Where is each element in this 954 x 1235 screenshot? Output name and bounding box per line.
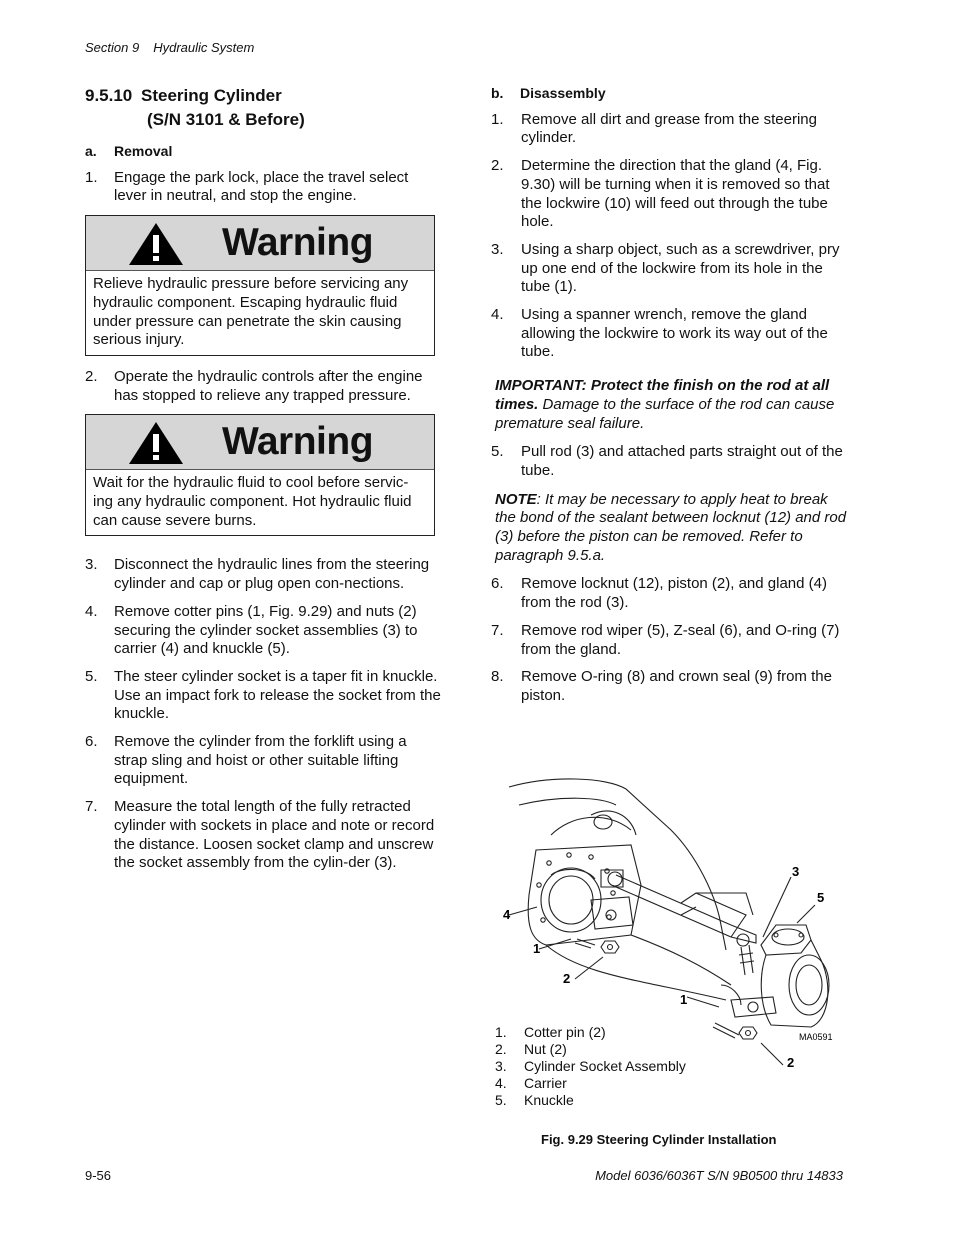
disassembly-heading: b. Disassembly [491,85,606,101]
callout-2: 2 [787,1055,795,1070]
disassembly-step: 3. Using a sharp object, such as a screwdriver, pry up one end of the lockwire from its hole in the tube (1). [491,240,840,296]
disassembly-step: 1. Remove all dirt and grease from the steering cylinder. [491,110,817,147]
important-notice [495,377,851,433]
right-column [491,84,851,715]
legend-item: 2. Nut (2) [495,1041,567,1057]
disassembly-step: 6. Remove locknut (12), piston (2), and gland (4) from the rod (3). [491,575,827,612]
important-label: IMPORTANT: Protect the finish on the rod at all times. [495,377,830,413]
warning-text: Wait for the hydraulic fluid to cool before servic-ing any hydraulic component. Hot hydraulic fluid can cause severe burns. [93,474,412,529]
model-info: Model 6036/6036T S/N 9B0500 thru 14833 [595,1168,843,1183]
removal-step: 5. The steer cylinder socket is a taper fit in knuckle. Use an impact fork to release the socket from the knuckle. [85,667,441,723]
warning-label: Warning [222,221,374,265]
header-section: Section 9 [85,40,140,55]
legend-item: 4. Carrier [495,1075,567,1091]
section-title [85,84,441,132]
page-number: 9-56 [85,1168,112,1183]
removal-step: 4. Remove cotter pins (1, Fig. 9.29) and nuts (2) securing the cylinder socket assemblies (3) to carrier (4) and knuckle (5). [85,602,418,658]
running-header [85,40,254,55]
callout-2: 2 [563,971,571,986]
callout-4: 4 [503,907,511,922]
left-column [85,84,441,882]
disassembly-step: 2. Determine the direction that the gland (4, Fig. 9.30) will be turning when it is removed so that the lockwire (10) will feed out through the tube hole. [491,157,830,231]
figure-legend [495,1024,686,1109]
note-label: NOTE [495,490,537,508]
callout-1: 1 [533,941,541,956]
warning-box [85,414,435,536]
callout-1: 1 [680,992,688,1007]
legend-item: 1. Cotter pin (2) [495,1024,606,1040]
removal-step: 2. Operate the hydraulic controls after the engine has stopped to relieve any trapped pressure. [85,367,423,404]
callout-3: 3 [792,864,800,879]
header-system: Hydraulic System [153,40,255,55]
important-text: Damage to the surface of the rod can cause premature seal failure. [495,395,835,432]
warning-triangle-icon [128,222,184,266]
warning-text: Relieve hydraulic pressure before servicing any hydraulic component. Escaping hydraulic fluid under pressure can penetrate the skin causing serious injury. [93,275,409,349]
warning-box [85,215,435,356]
warning-triangle-icon [128,421,184,465]
warning-banner [86,415,434,470]
disassembly-step: 7. Remove rod wiper (5), Z-seal (6), and O-ring (7) from the gland. [491,621,840,658]
note-text: : It may be necessary to apply heat to break the bond of the sealant between locknut (12) and rod (3) before the piston can be removed. Refer to paragraph 9.5.a. [495,490,847,564]
warning-label: Warning [222,420,374,464]
removal-step: 6. Remove the cylinder from the forklift using a strap sling and hoist or other suitable lifting equipment. [85,733,407,788]
section-title-line2: (S/N 3101 & Before) [147,110,305,129]
note [495,491,851,566]
figure-code: MA0591 [799,1032,833,1042]
removal-step: 3. Disconnect the hydraulic lines from the steering cylinder and cap or plug open con-nections. [85,556,430,593]
removal-step: 1. Engage the park lock, place the travel select lever in neutral, and stop the engine. [85,168,409,205]
warning-banner [86,216,434,271]
legend-item: 3. Cylinder Socket Assembly [495,1058,686,1074]
disassembly-step: 4. Using a spanner wrench, remove the gland allowing the lockwire to work its way out of the tube. [491,306,828,361]
disassembly-step: 8. Remove O-ring (8) and crown seal (9) from the piston. [491,668,832,704]
removal-step: 7. Measure the total length of the fully retracted cylinder with sockets in place and note or record the distance. Loosen socket clamp and unscrew the socket assembly from the cylin-der (3). [85,798,435,872]
legend-item: 5. Knuckle [495,1092,574,1108]
disassembly-step: 5. Pull rod (3) and attached parts straight out of the tube. [491,443,843,479]
callout-5: 5 [817,890,825,905]
section-title-line1: Steering Cylinder [141,86,282,105]
figure-caption: Fig. 9.29 Steering Cylinder Installation [541,1132,777,1147]
section-number: 9.5.10 [85,86,133,105]
removal-heading: a. Removal [85,143,173,159]
